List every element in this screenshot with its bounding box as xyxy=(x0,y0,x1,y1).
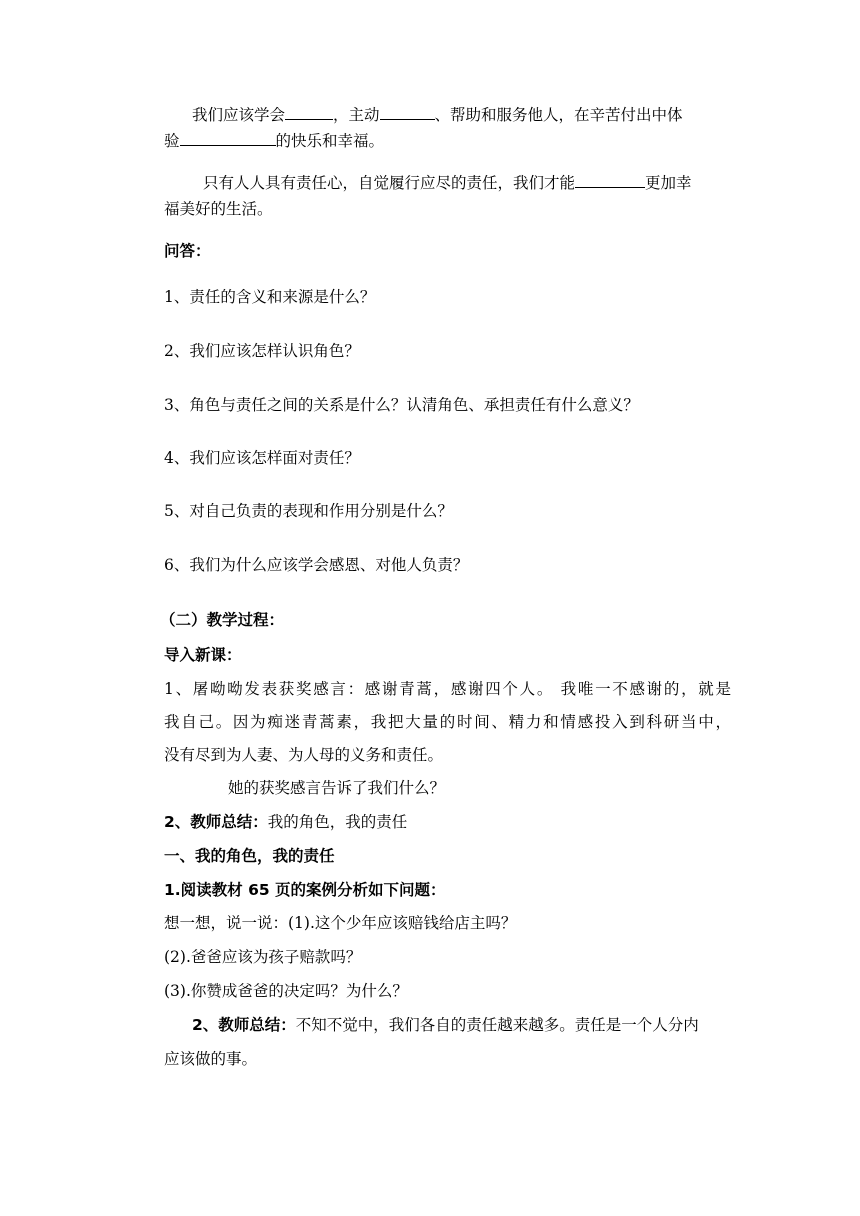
intro-heading: 导入新课： xyxy=(164,646,242,664)
answer-blank xyxy=(180,131,276,146)
teacher-summary-2 xyxy=(192,1015,699,1035)
fill-text: ，主动 xyxy=(333,106,380,124)
sub-question-1: 想一想，说一说：(1).这个少年应该赔钱给店主吗？ xyxy=(164,914,517,932)
fill-text: 福美好的生活。 xyxy=(164,200,273,218)
fill-paragraph-2-line-2 xyxy=(164,199,273,219)
qa-heading: 问答： xyxy=(164,242,211,260)
answer-blank xyxy=(575,173,645,188)
question-6: 6、我们为什么应该学会感恩、对他人负责？ xyxy=(164,556,469,574)
fill-text: 的快乐和幸福。 xyxy=(275,132,385,150)
story-line-3: 没有尽到为人妻、为人母的义务和责任。 xyxy=(164,746,444,764)
question-5: 5、对自己负责的表现和作用分别是什么？ xyxy=(164,502,453,520)
teacher-summary-1 xyxy=(164,812,407,832)
story-line-2 xyxy=(164,712,731,732)
story-text: 我自己。因为痴迷青蒿素，我把大量的时间、精力和情感投入到科研当中， xyxy=(164,713,731,731)
process-heading: （二）教学过程： xyxy=(160,611,285,629)
question-1: 1、责任的含义和来源是什么？ xyxy=(164,288,376,306)
answer-blank xyxy=(285,105,333,120)
summary-label: 2、教师总结： xyxy=(192,1016,296,1034)
question-2: 2、我们应该怎样认识角色？ xyxy=(164,342,360,360)
task-1: 1.阅读教材 65 页的案例分析如下问题： xyxy=(164,881,446,899)
teacher-summary-2-tail: 应该做的事。 xyxy=(164,1050,258,1068)
question-3: 3、角色与责任之间的关系是什么？认清角色、承担责任有什么意义？ xyxy=(164,396,639,414)
fill-text: 只有人人具有责任心，自觉履行应尽的责任，我们才能 xyxy=(203,174,576,192)
answer-blank xyxy=(380,105,435,120)
fill-paragraph-1-line-1 xyxy=(192,105,683,125)
fill-text: 验 xyxy=(164,132,180,150)
sub-question-2: (2).爸爸应该为孩子赔款吗？ xyxy=(164,948,362,966)
fill-text: 、帮助和服务他人，在辛苦付出中体 xyxy=(434,106,683,124)
story-line-1 xyxy=(164,679,731,699)
question-4: 4、我们应该怎样面对责任？ xyxy=(164,449,360,467)
discussion-question: 她的获奖感言告诉了我们什么？ xyxy=(228,779,446,797)
fill-text: 我们应该学会 xyxy=(192,106,286,124)
section-heading-1: 一、我的角色，我的责任 xyxy=(164,847,335,865)
summary-label: 2、教师总结： xyxy=(164,813,268,831)
sub-question-3: (3).你赞成爸爸的决定吗？为什么？ xyxy=(164,982,408,1000)
story-text: 1、屠呦呦发表获奖感言：感谢青蒿，感谢四个人。 我唯一不感谢的，就是 xyxy=(164,680,731,698)
fill-paragraph-2-line-1 xyxy=(203,173,692,193)
fill-text: 更加幸 xyxy=(645,174,692,192)
fill-paragraph-1-line-2 xyxy=(164,131,384,151)
summary-text: 不知不觉中，我们各自的责任越来越多。责任是一个人分内 xyxy=(295,1016,699,1034)
summary-text: 我的角色，我的责任 xyxy=(267,813,408,831)
